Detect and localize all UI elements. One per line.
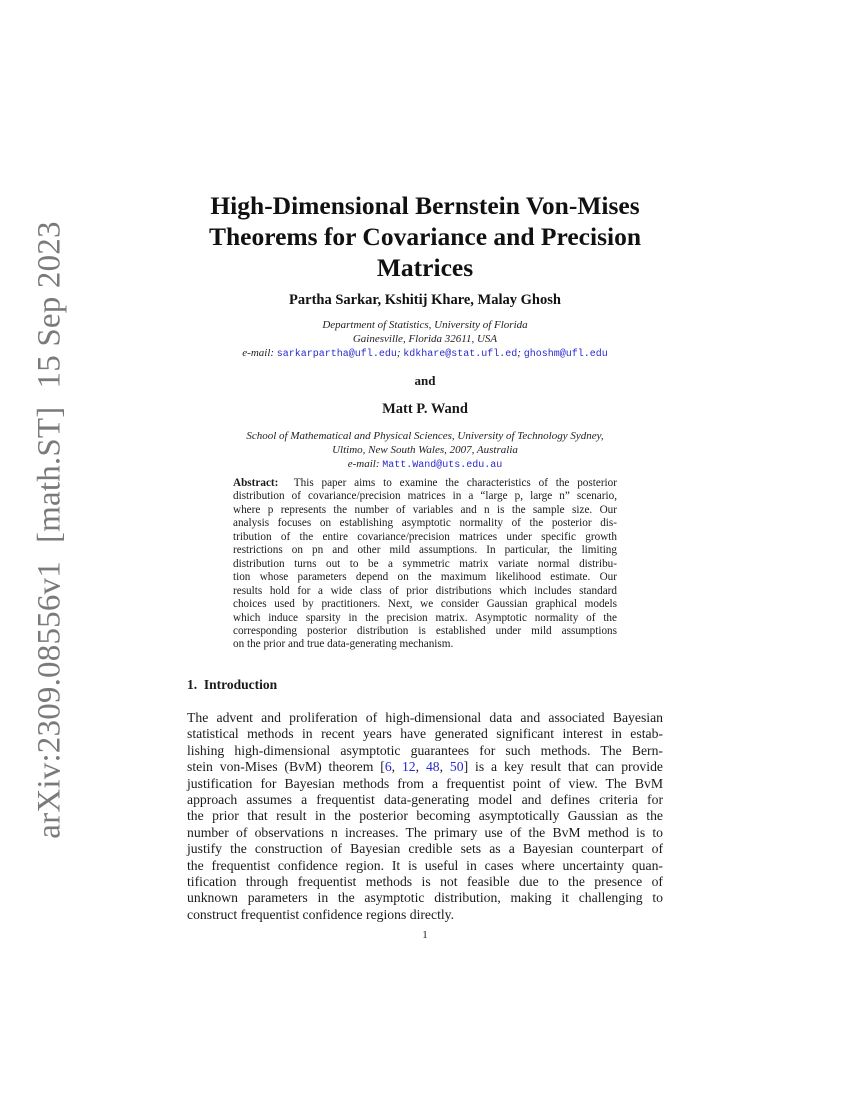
body-line: The advent and proliferation of high-dimensional data and associated Bayesian — [187, 710, 663, 725]
separator: ; — [517, 347, 521, 359]
and-separator: and — [414, 373, 436, 388]
title-line: Matrices — [376, 253, 474, 282]
paper-title — [180, 190, 670, 283]
author-name: Matt P. Wand — [382, 401, 468, 417]
abstract-text: This paper aims to examine the characteristics of the posterior — [293, 477, 617, 489]
citation-link[interactable]: 48 — [425, 759, 440, 775]
citation-link[interactable]: 12 — [401, 759, 416, 775]
arxiv-id: arXiv:2309.08556v1 — [31, 561, 68, 839]
arxiv-date: 15 Sep 2023 — [31, 221, 68, 389]
section-title: Introduction — [203, 677, 278, 692]
email-line — [180, 457, 670, 473]
abstract-line: restrictions on pn and other mild assumptions. In particular, the limiting — [233, 544, 617, 557]
abstract — [233, 477, 617, 652]
section-heading — [187, 677, 277, 693]
email-line — [180, 346, 670, 362]
body-line: stein von-Mises (BvM) theorem [6, 12, 48, 50] is a key result that can provide — [187, 759, 663, 775]
body-line: tification through frequentist methods is not feasible due to the presence of — [187, 874, 663, 890]
body-text: ] is a key result that can provide — [463, 759, 663, 775]
affiliation-dept: School of Mathematical and Physical Sciences, University of Technology Sydney, — [246, 430, 604, 442]
body-line: statistical methods in recent years have generated significant interest in estab- — [187, 726, 663, 742]
email-link[interactable]: ghoshm@ufl.edu — [523, 349, 608, 360]
abstract-line: choices used by practitioners. Next, we consider Gaussian graphical models — [233, 598, 617, 611]
abstract-line: corresponding posterior distribution is established under mild assumptions — [233, 624, 617, 637]
intro-paragraph — [187, 710, 663, 923]
abstract-line: tribution of the entire covariance/precision matrices under specific growth — [233, 530, 617, 543]
abstract-line: on the prior and true data-generating mechanism. — [233, 638, 454, 651]
citation-link[interactable]: 50 — [449, 759, 464, 775]
author-names: Partha Sarkar, Kshitij Khare, Malay Ghosh — [289, 292, 561, 308]
abstract-line — [233, 477, 617, 490]
affiliation-dept: Department of Statistics, University of Florida — [322, 319, 528, 331]
body-line: the prior that result in the posterior becoming asymptotically Gaussian as the — [187, 808, 663, 824]
abstract-line: tion whose parameters depend on the maximum likelihood estimate. Our — [233, 571, 617, 584]
email-link[interactable]: Matt.Wand@uts.edu.au — [382, 460, 503, 471]
body-line: justification for Bayesian methods from a frequentist point of view. The BvM — [187, 775, 663, 791]
body-line: lishing high-dimensional asymptotic guarantees for such methods. The Bern- — [187, 742, 663, 758]
body-text: stein von-Mises (BvM) theorem [ — [187, 759, 385, 775]
abstract-line: analysis focuses on establishing asymptotic normality of the posterior dis- — [233, 517, 617, 530]
page-number: 1 — [422, 929, 428, 941]
body-line: the frequentist confidence region. It is useful in cases where uncertainty quan- — [187, 857, 663, 873]
affiliation-address: Gainesville, Florida 32611, USA — [352, 333, 498, 345]
abstract-line: results hold for a wide class of prior distributions which includes standard — [233, 584, 617, 597]
abstract-line: where p represents the number of variables and n is the sample size. Our — [233, 503, 617, 516]
body-line: number of observations n increases. The primary use of the BvM method is to — [187, 824, 663, 840]
affiliation-address: Ultimo, New South Wales, 2007, Australia — [332, 444, 518, 456]
abstract-label: Abstract: — [233, 477, 279, 489]
body-line: justify the construction of Bayesian credible sets as a Bayesian counterpart of — [187, 841, 663, 857]
abstract-line: distribution of covariance/precision matrices in a “large p, large n” scenario, — [233, 490, 617, 503]
section-number: 1. — [187, 677, 198, 692]
body-line: construct frequentist confidence regions directly. — [187, 906, 455, 922]
email-link[interactable]: sarkarpartha@ufl.edu — [276, 349, 397, 360]
email-label: e-mail: — [242, 347, 275, 359]
body-line: unknown parameters in the asymptotic distribution, making it challenging to — [187, 890, 663, 906]
separator: ; — [396, 347, 401, 359]
abstract-line: which induce sparsity in the precision matrix. Asymptotic normality of the — [233, 611, 617, 624]
abstract-line: distribution turns out to be a symmetric matrix variate normal distribu- — [233, 557, 617, 570]
arxiv-stamp — [32, 212, 69, 847]
title-line: Theorems for Covariance and Precision — [208, 222, 642, 251]
title-line: High-Dimensional Bernstein Von-Mises — [210, 191, 640, 220]
email-link[interactable]: kdkhare@stat.ufl.ed — [403, 349, 518, 360]
email-label: e-mail: — [347, 458, 380, 470]
arxiv-category: [math.ST] — [31, 406, 68, 544]
citation-link[interactable]: 6 — [384, 759, 392, 775]
body-line: approach assumes a frequentist data-generating model and defines criteria for — [187, 792, 663, 808]
